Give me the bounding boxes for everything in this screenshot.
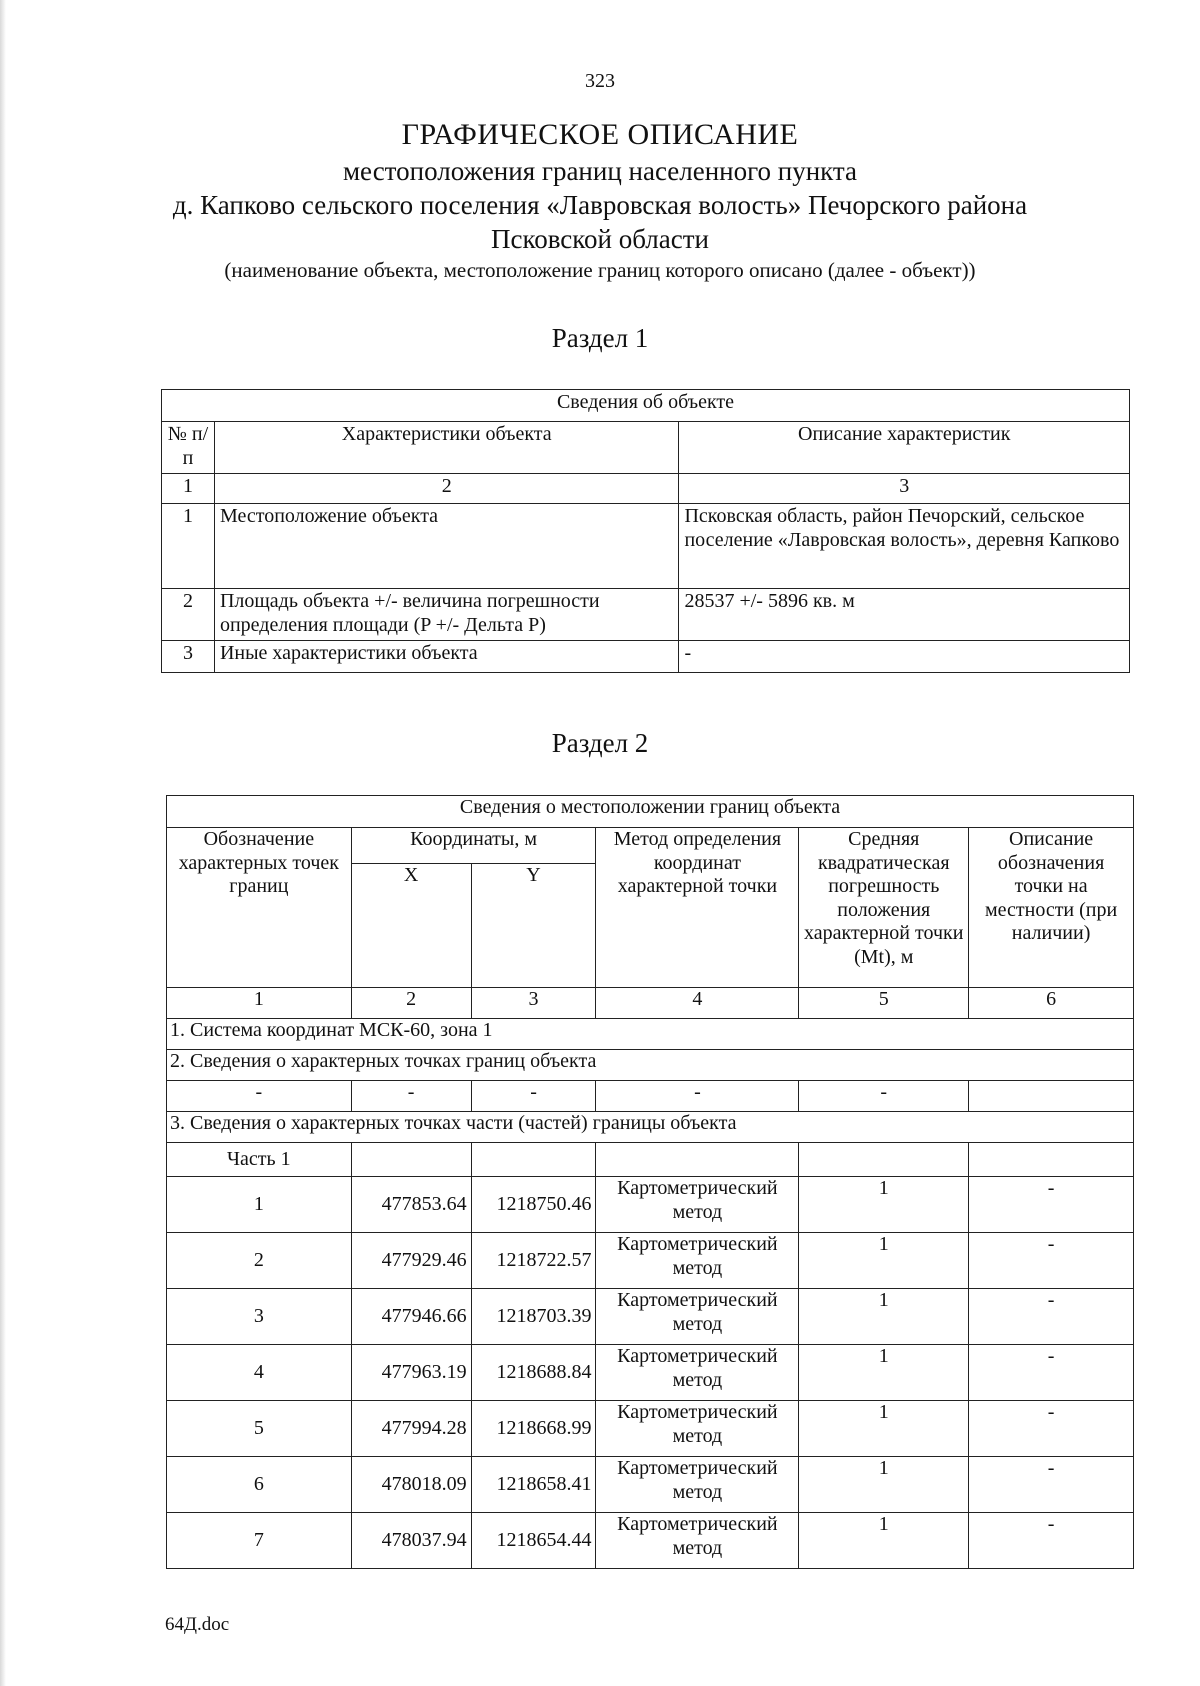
point-y: 1218658.41 (471, 1457, 596, 1513)
point-method: Картометрический метод (596, 1233, 799, 1289)
row-description: 28537 +/- 5896 кв. м (679, 589, 1130, 641)
part-points-label: 3. Сведения о характерных точках части (частей) границы объекта (167, 1112, 1134, 1143)
point-y: 1218703.39 (471, 1289, 596, 1345)
point-id: 7 (167, 1513, 352, 1569)
col-number: 5 (799, 988, 969, 1019)
header-method: Метод определения координат характерной точки (596, 828, 799, 988)
col-number: 3 (471, 988, 596, 1019)
empty-cell: - (351, 1081, 471, 1112)
header-num: № п/п (162, 422, 215, 474)
table-row (167, 1233, 1134, 1289)
point-description: - (969, 1345, 1134, 1401)
point-mt: 1 (799, 1345, 969, 1401)
point-y: 1218654.44 (471, 1513, 596, 1569)
point-x: 477946.66 (351, 1289, 471, 1345)
boundary-points-table (166, 795, 1134, 1569)
header-points: Обозначение характерных точек границ (167, 828, 352, 988)
point-x: 477994.28 (351, 1401, 471, 1457)
table-title: Сведения об объекте (162, 390, 1130, 422)
row-description: - (679, 641, 1130, 673)
point-id: 5 (167, 1401, 352, 1457)
point-y: 1218750.46 (471, 1177, 596, 1233)
point-mt: 1 (799, 1289, 969, 1345)
point-description: - (969, 1401, 1134, 1457)
point-x: 477853.64 (351, 1177, 471, 1233)
table-row (167, 1177, 1134, 1233)
point-x: 478037.94 (351, 1513, 471, 1569)
point-x: 477929.46 (351, 1233, 471, 1289)
row-num: 3 (162, 641, 215, 673)
point-mt: 1 (799, 1457, 969, 1513)
point-id: 4 (167, 1345, 352, 1401)
header-x: X (351, 864, 471, 988)
point-x: 478018.09 (351, 1457, 471, 1513)
point-method: Картометрический метод (596, 1401, 799, 1457)
row-characteristic: Местоположение объекта (214, 504, 679, 589)
subtitle-line-1: местоположения границ населенного пункта (342, 156, 858, 186)
table-row (162, 589, 1130, 641)
point-mt: 1 (799, 1177, 969, 1233)
col-number: 2 (214, 474, 679, 504)
empty-cell: - (471, 1081, 596, 1112)
header-mt: Средняя квадратическая погрешность положения характерной точки (Mt), м (799, 828, 969, 988)
point-method: Картометрический метод (596, 1177, 799, 1233)
header-location-description: Описание обозначения точки на местности (при наличии) (969, 828, 1134, 988)
row-characteristic: Иные характеристики объекта (214, 641, 679, 673)
point-mt: 1 (799, 1513, 969, 1569)
empty-cell: - (596, 1081, 799, 1112)
header-y: Y (471, 864, 596, 988)
footer-filename: 64Д.doc (165, 1614, 230, 1635)
table-row (162, 504, 1130, 589)
point-x: 477963.19 (351, 1345, 471, 1401)
table-title: Сведения о местоположении границ объекта (167, 796, 1134, 828)
point-description: - (969, 1513, 1134, 1569)
section-2-title: Раздел 2 (551, 728, 649, 758)
point-mt: 1 (799, 1401, 969, 1457)
row-num: 2 (162, 589, 215, 641)
row-characteristic: Площадь объекта +/- величина погрешности определения площади (P +/- Дельта P) (214, 589, 679, 641)
point-method: Картометрический метод (596, 1345, 799, 1401)
header-coordinates: Координаты, м (351, 828, 596, 864)
document-title: ГРАФИЧЕСКОЕ ОПИСАНИЕ (401, 118, 799, 151)
point-method: Картометрический метод (596, 1457, 799, 1513)
point-description: - (969, 1457, 1134, 1513)
point-id: 6 (167, 1457, 352, 1513)
row-description: Псковская область, район Печорский, сельское поселение «Лавровская волость», деревня Капково (679, 504, 1130, 589)
point-id: 2 (167, 1233, 352, 1289)
col-number: 4 (596, 988, 799, 1019)
empty-cell: - (167, 1081, 352, 1112)
col-number: 1 (162, 474, 215, 504)
table-row (167, 1513, 1134, 1569)
col-number: 6 (969, 988, 1134, 1019)
point-y: 1218688.84 (471, 1345, 596, 1401)
point-y: 1218722.57 (471, 1233, 596, 1289)
table-row (167, 1401, 1134, 1457)
table-row (167, 1289, 1134, 1345)
point-mt: 1 (799, 1233, 969, 1289)
boundary-points-label: 2. Сведения о характерных точках границ объекта (167, 1050, 1134, 1081)
empty-cell (969, 1081, 1134, 1112)
header-description: Описание характеристик (679, 422, 1130, 474)
object-note: (наименование объекта, местоположение границ которого описано (далее - объект)) (224, 258, 976, 282)
subtitle-line-3: Псковской области (490, 224, 709, 254)
point-method: Картометрический метод (596, 1289, 799, 1345)
col-number: 1 (167, 988, 352, 1019)
point-id: 1 (167, 1177, 352, 1233)
section-1-title: Раздел 1 (551, 323, 649, 353)
point-y: 1218668.99 (471, 1401, 596, 1457)
page-number: 323 (585, 70, 615, 92)
part-label: Часть 1 (167, 1143, 352, 1177)
point-method: Картометрический метод (596, 1513, 799, 1569)
point-description: - (969, 1289, 1134, 1345)
col-number: 2 (351, 988, 471, 1019)
table-row (167, 1345, 1134, 1401)
point-description: - (969, 1177, 1134, 1233)
row-num: 1 (162, 504, 215, 589)
object-info-table (161, 389, 1130, 673)
header-characteristic: Характеристики объекта (214, 422, 679, 474)
empty-cell: - (799, 1081, 969, 1112)
table-row (167, 1457, 1134, 1513)
table-row (162, 641, 1130, 673)
col-number: 3 (679, 474, 1130, 504)
point-description: - (969, 1233, 1134, 1289)
coordinate-system-label: 1. Система координат МСК-60, зона 1 (167, 1019, 1134, 1050)
point-id: 3 (167, 1289, 352, 1345)
subtitle-line-2: д. Капково сельского поселения «Лавровская волость» Печорского района (172, 190, 1028, 220)
